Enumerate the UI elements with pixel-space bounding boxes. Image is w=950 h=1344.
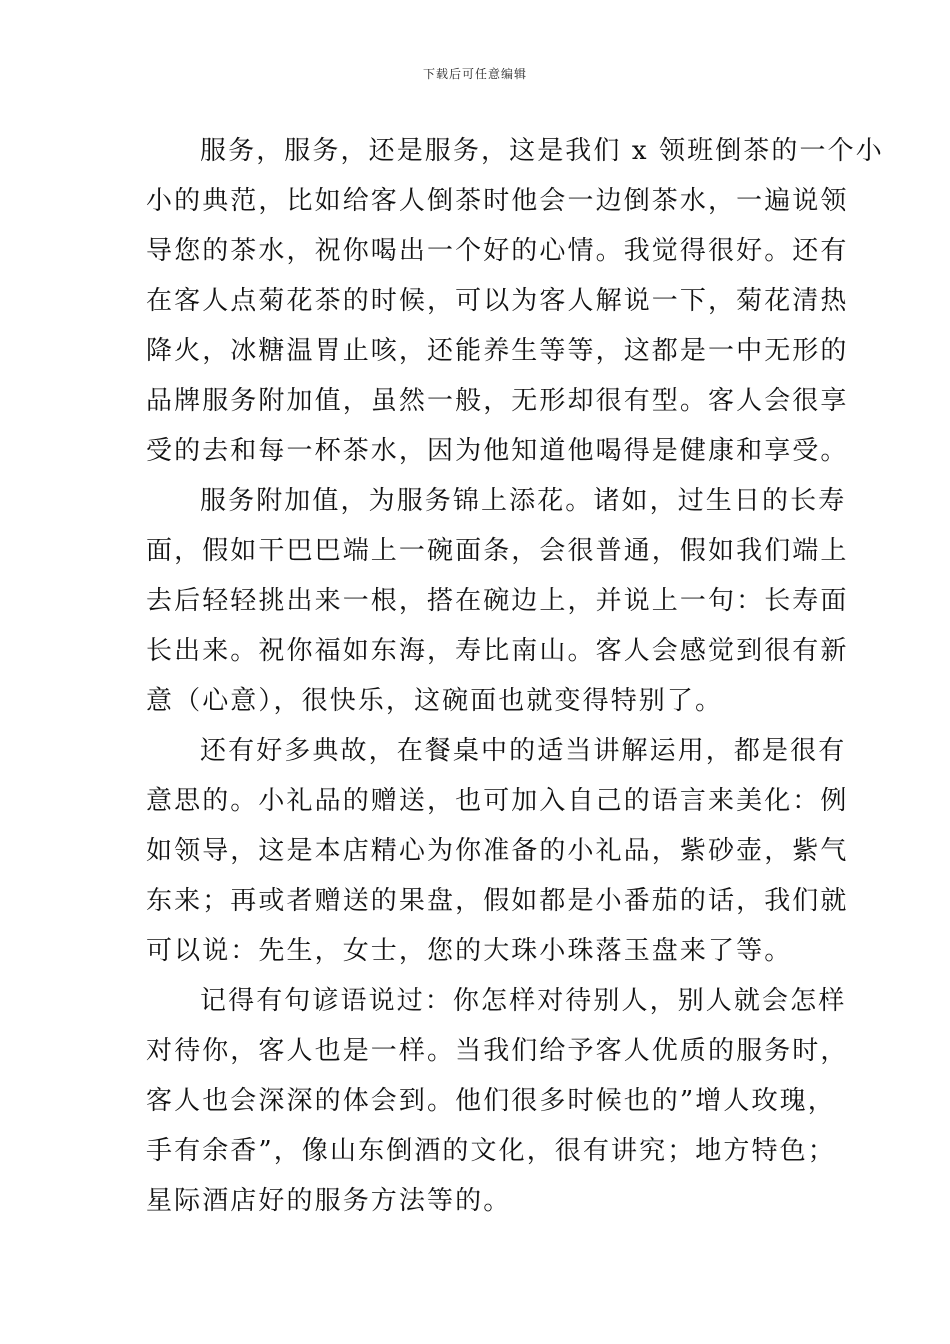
text-line: 面，假如干巴巴端上一碗面条，会很普通，假如我们端上 [146,536,849,566]
text-line: 长出来。祝你福如东海，寿比南山。客人会感觉到很有新 [146,636,849,666]
paragraph-1 [146,126,884,476]
text-line: 意思的。小礼品的赠送，也可加入自己的语言来美化：例 [146,786,849,816]
header-note: 下载后可任意编辑 [422,67,527,81]
text-line: 降火，冰糖温胃止咳，还能养生等等，这都是一中无形的 [146,336,849,366]
text-line: 服务附加值，为服务锦上添花。诸如，过生日的长寿 [200,486,847,516]
text-line: 可以说：先生，女士，您的大珠小珠落玉盘来了等。 [146,936,793,966]
text-line: 受的去和每一杯茶水，因为他知道他喝得是健康和享受。 [146,436,849,466]
text-line: 客人也会深深的体会到。他们很多时候也的”增人玫瑰， [146,1086,836,1116]
paragraph-2 [146,476,849,726]
document-body [146,126,884,1226]
text-line: 记得有句谚语说过：你怎样对待别人，别人就会怎样 [200,986,847,1016]
text-line: 导您的茶水，祝你喝出一个好的心情。我觉得很好。还有 [146,236,849,266]
text-line: 东来；再或者赠送的果盘，假如都是小番茄的话，我们就 [146,886,849,916]
text-line: 意（心意），很快乐，这碗面也就变得特别了。 [146,686,724,716]
text-line: 星际酒店好的服务方法等的。 [146,1186,512,1216]
text-line: 如领导，这是本店精心为你准备的小礼品，紫砂壶，紫气 [146,836,849,866]
text-line: 手有余香”，像山东倒酒的文化，很有讲究；地方特色； [146,1136,836,1166]
text-line: 服务，服务，还是服务，这是我们 x 领班倒茶的一个小 [200,136,884,166]
text-line: 品牌服务附加值，虽然一般，无形却很有型。客人会很享 [146,386,849,416]
text-line: 去后轻轻挑出来一根，搭在碗边上，并说上一句：长寿面 [146,586,849,616]
text-line: 还有好多典故，在餐桌中的适当讲解运用，都是很有 [200,736,847,766]
text-line: 在客人点菊花茶的时候，可以为客人解说一下，菊花清热 [146,286,849,316]
text-line: 小的典范，比如给客人倒茶时他会一边倒茶水，一遍说领 [146,186,849,216]
paragraph-4 [146,976,849,1226]
paragraph-3 [146,726,849,976]
text-line: 对待你，客人也是一样。当我们给予客人优质的服务时， [146,1036,849,1066]
